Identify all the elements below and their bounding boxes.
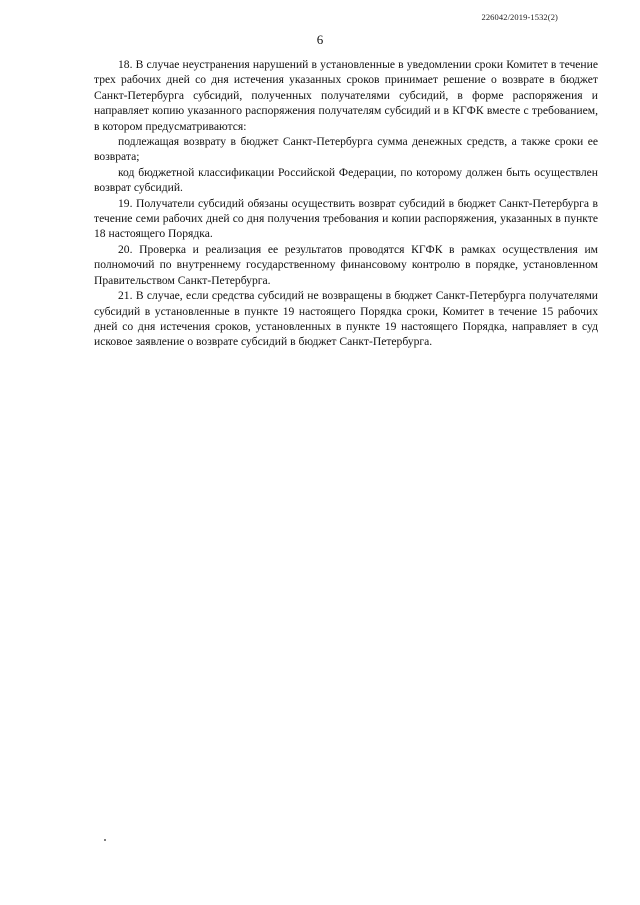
paragraph-18: 18. В случае неустранения нарушений в установленные в уведомлении сроки Комитет в течение трех рабочих дней со дня истечения указанных сроков принимает решение о возврате в бюджет Санкт-Петербурга субсидий, полученных получателями субсидий, в форме распоряжения и направляет копию указанного распоряжения получателям субсидий и в КГФК вместе с требованием, в котором предусматриваются:	[94, 58, 598, 133]
page-number: 6	[316, 32, 324, 47]
paragraph-18-item-amount: подлежащая возврату в бюджет Санкт-Петербурга сумма денежных средств, а также сроки ее возврата;	[94, 135, 598, 164]
paragraph-18-item-budget-code: код бюджетной классификации Российской Федерации, по которому должен быть осуществлен возврат субсидий.	[94, 165, 598, 195]
paragraph-21: 21. В случае, если средства субсидий не возвращены в бюджет Санкт-Петербурга получателями субсидий в установленные в пункте 19 настоящего Порядка сроки, Комитет в течение 15 рабочих дней со дня истечения сроков, установленных в пункте 19 настоящего Порядка, направляет в суд исковое заявление о возврате субсидий в бюджет Санкт-Петербурга.	[94, 289, 598, 349]
scan-dot-mark	[104, 839, 106, 841]
paragraph-19: 19. Получатели субсидий обязаны осуществить возврат субсидий в бюджет Санкт-Петербурга в течение семи рабочих дней со дня получения требования и копии распоряжения, указанных в пункте 18 настоящего Порядка.	[94, 196, 598, 241]
document-id: 226042/2019-1532(2)	[481, 12, 558, 22]
paragraph-20: 20. Проверка и реализация ее результатов проводятся КГФК в рамках осуществления им полномочий по внутреннему государственному финансовому контролю в порядке, установленном Правительством Санкт-Петербурга.	[94, 242, 598, 287]
document-body	[94, 57, 598, 350]
